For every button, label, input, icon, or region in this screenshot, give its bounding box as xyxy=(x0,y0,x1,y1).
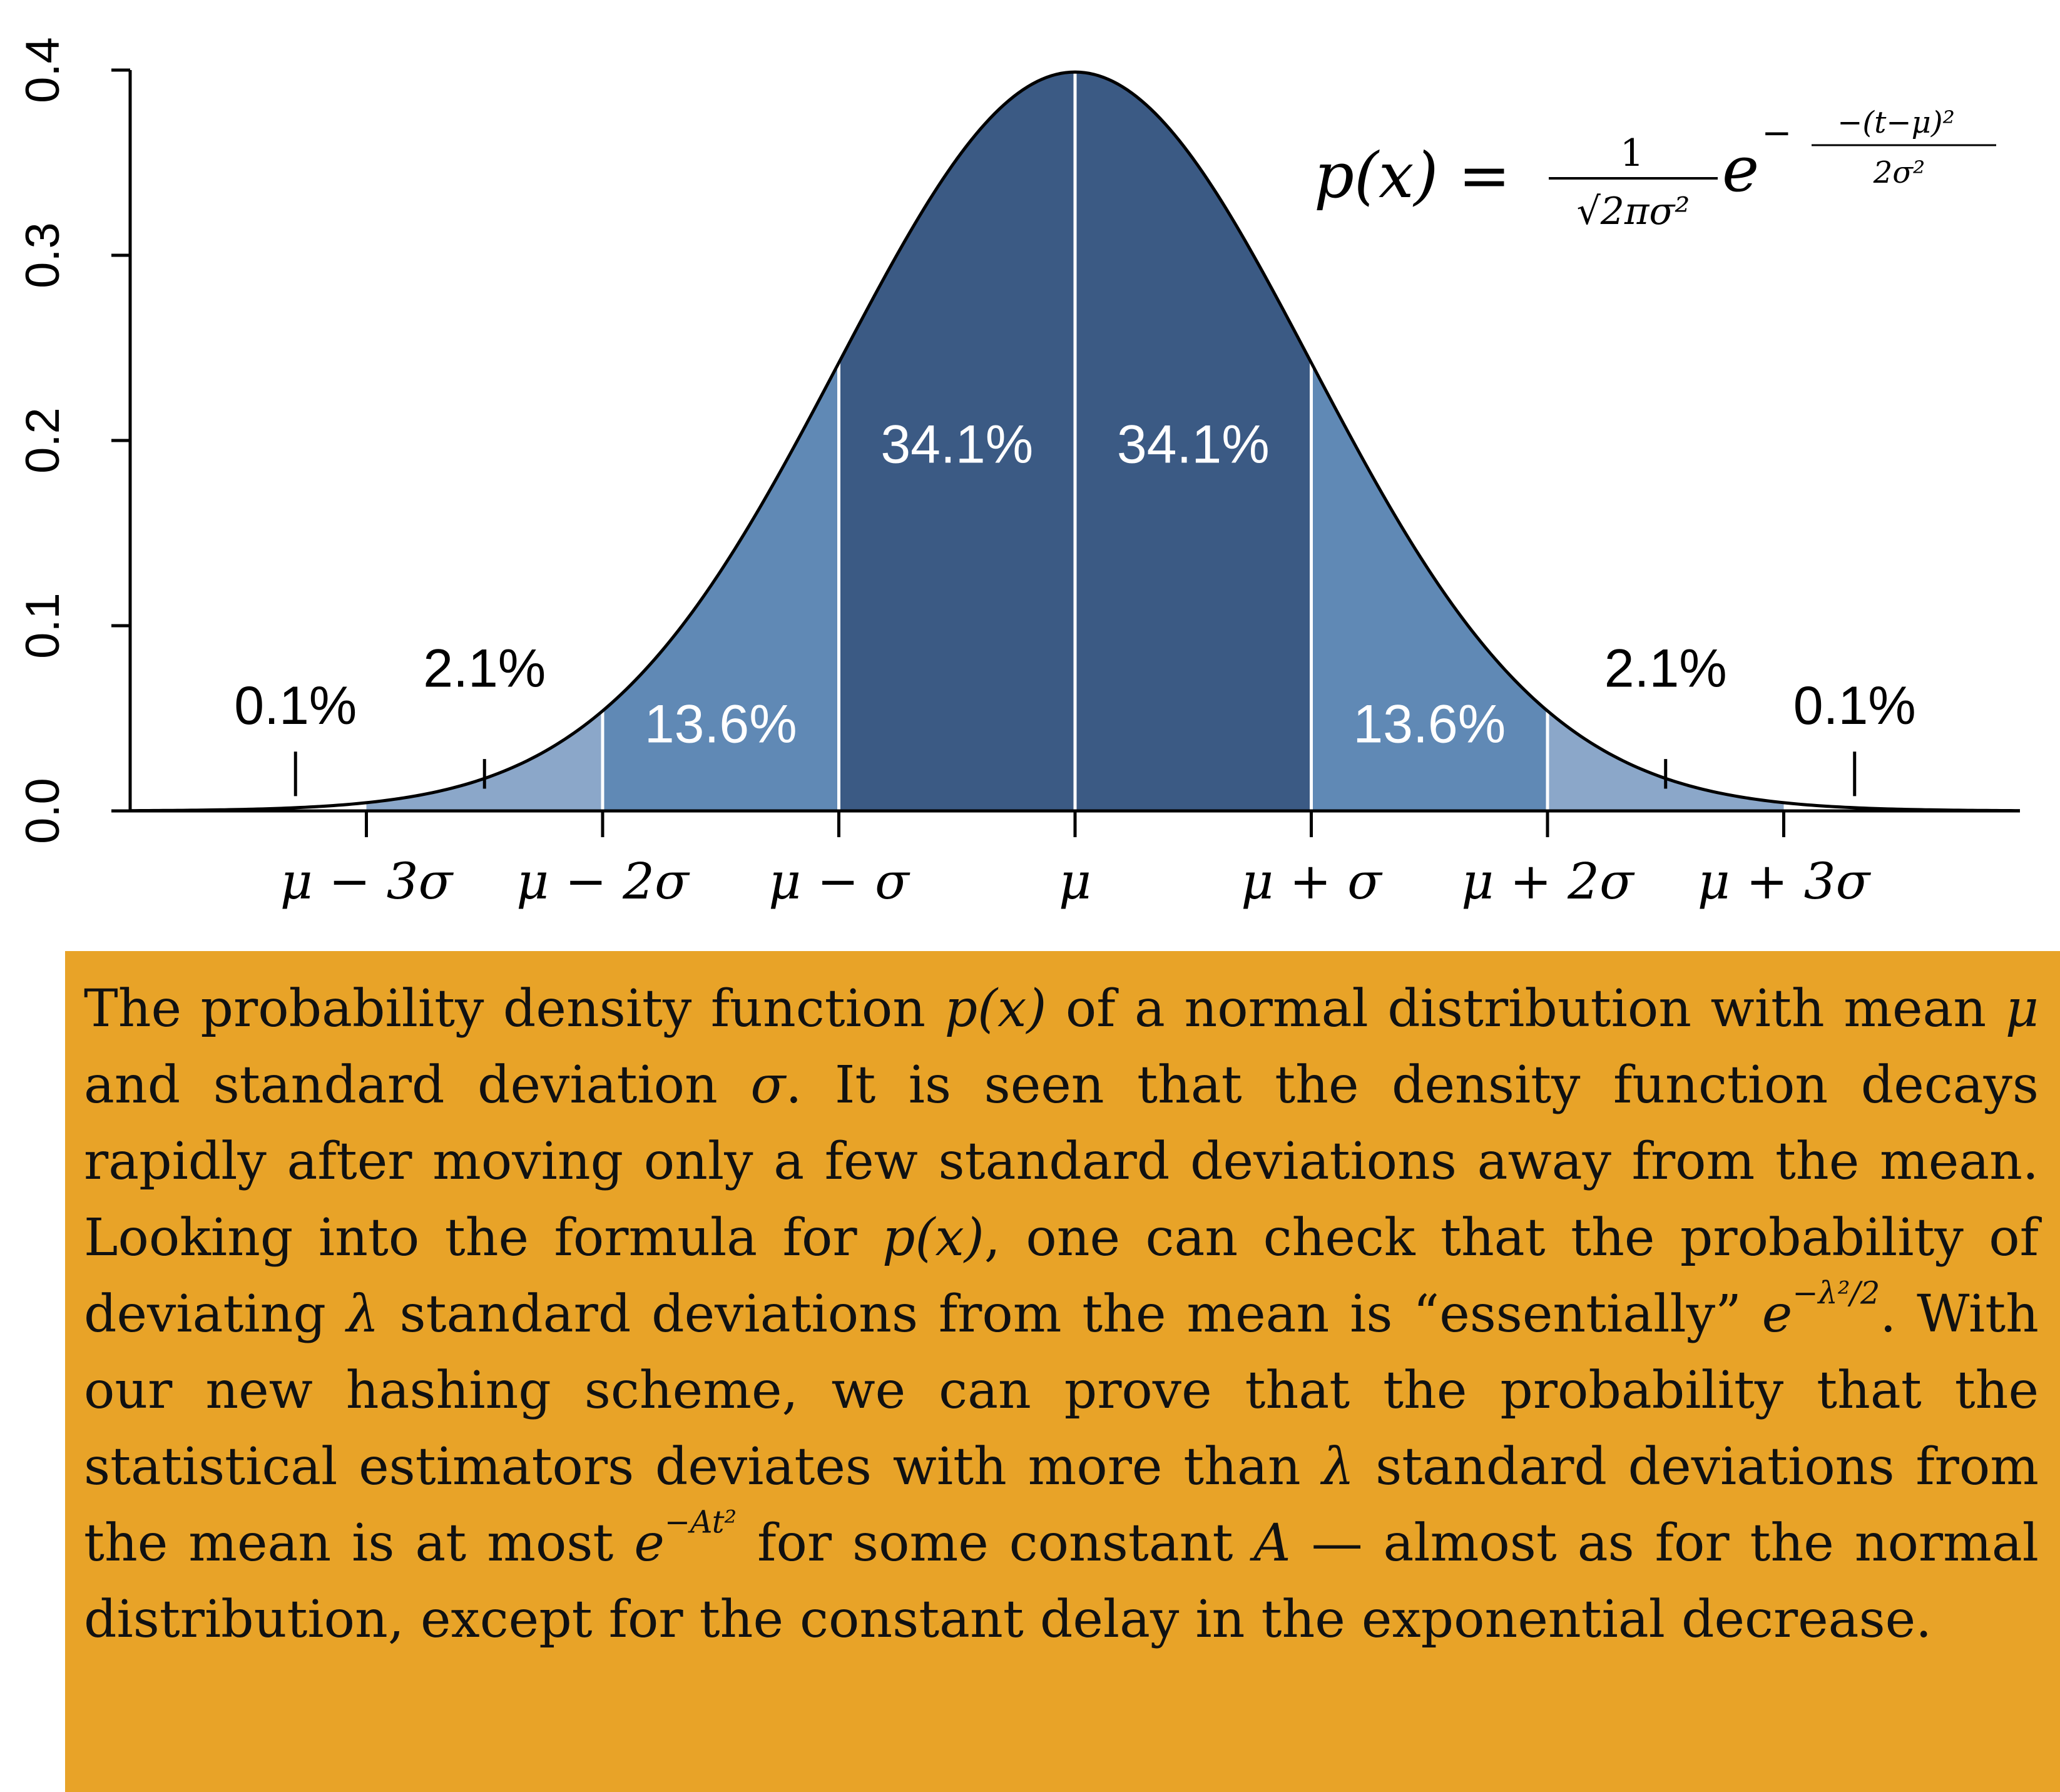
caption-part: for some constant xyxy=(737,1514,1254,1573)
percentage-label: 34.1% xyxy=(1116,414,1270,475)
formula-exp-numerator: −(t−μ)² xyxy=(1837,105,1955,140)
math-e-base: e xyxy=(634,1514,665,1573)
percentage-label: 34.1% xyxy=(880,414,1034,475)
formula-frac-numerator: 1 xyxy=(1619,131,1644,175)
percentage-label: 13.6% xyxy=(644,694,797,755)
y-tick-label: 0.3 xyxy=(16,222,69,288)
caption-part: , one can check that the probability of deviating xyxy=(84,1208,2039,1344)
formula-exp-sign: − xyxy=(1762,111,1792,154)
percentage-label: 0.1% xyxy=(1793,675,1916,736)
x-tick-label: μ + 2σ xyxy=(1461,852,1634,910)
math-px: p(x) xyxy=(882,1208,984,1268)
math-e-base: e xyxy=(1762,1285,1793,1344)
caption-part: standard deviations from the mean is at most xyxy=(84,1437,2039,1573)
percentage-label: 0.1% xyxy=(234,675,357,736)
y-tick-label: 0.4 xyxy=(16,37,69,103)
math-constant-a: A xyxy=(1253,1514,1291,1573)
math-px: p(x) xyxy=(944,979,1047,1039)
percentage-label: 2.1% xyxy=(423,638,546,699)
y-tick-label: 0.1 xyxy=(16,593,69,659)
x-tick-label: μ − 3σ xyxy=(280,852,453,910)
math-e-exponent: −At² xyxy=(664,1504,737,1540)
math-e-exponent: −λ²/2 xyxy=(1792,1275,1880,1311)
x-tick-label: μ − 2σ xyxy=(516,852,689,910)
math-lambda: λ xyxy=(1322,1437,1355,1497)
caption-part: . With our new hashing scheme, we can prove that the probability that the statistical estimators deviates with more than xyxy=(84,1285,2039,1497)
percentage-label: 2.1% xyxy=(1604,638,1727,699)
formula-lhs: p(x) = xyxy=(1314,139,1511,212)
x-tick-label: μ xyxy=(1059,852,1091,910)
caption-text xyxy=(84,971,2039,1658)
density-formula xyxy=(1314,105,1996,233)
x-tick-label: μ + σ xyxy=(1241,852,1382,910)
math-mu: μ xyxy=(2005,979,2039,1039)
caption-part: — almost as for the normal distribution, except for the constant delay in the exponential decrease. xyxy=(84,1514,2039,1649)
math-lambda: λ xyxy=(346,1285,379,1344)
x-tick-label: μ − σ xyxy=(768,852,909,910)
formula-base: e xyxy=(1722,133,1760,206)
caption-part: standard deviations from the mean is “essentially” xyxy=(379,1285,1762,1344)
caption-part: . It is seen that the density function decays rapidly after moving only a few standard deviations away from the mean. Looking into the formula for xyxy=(84,1056,2039,1268)
math-sigma: σ xyxy=(750,1056,786,1115)
caption-part: and standard deviation xyxy=(84,1056,751,1115)
y-tick-label: 0.0 xyxy=(16,778,69,844)
formula-frac-denominator: √2πσ² xyxy=(1576,190,1690,233)
formula-exp-denominator: 2σ² xyxy=(1873,155,1925,190)
caption-box xyxy=(65,951,2060,1792)
y-tick-label: 0.2 xyxy=(16,407,69,474)
caption-part: of a normal distribution with mean xyxy=(1046,979,2006,1039)
x-tick-label: μ + 3σ xyxy=(1697,852,1870,910)
percentage-label: 13.6% xyxy=(1353,694,1506,755)
caption-part: The probability density function xyxy=(84,979,945,1039)
